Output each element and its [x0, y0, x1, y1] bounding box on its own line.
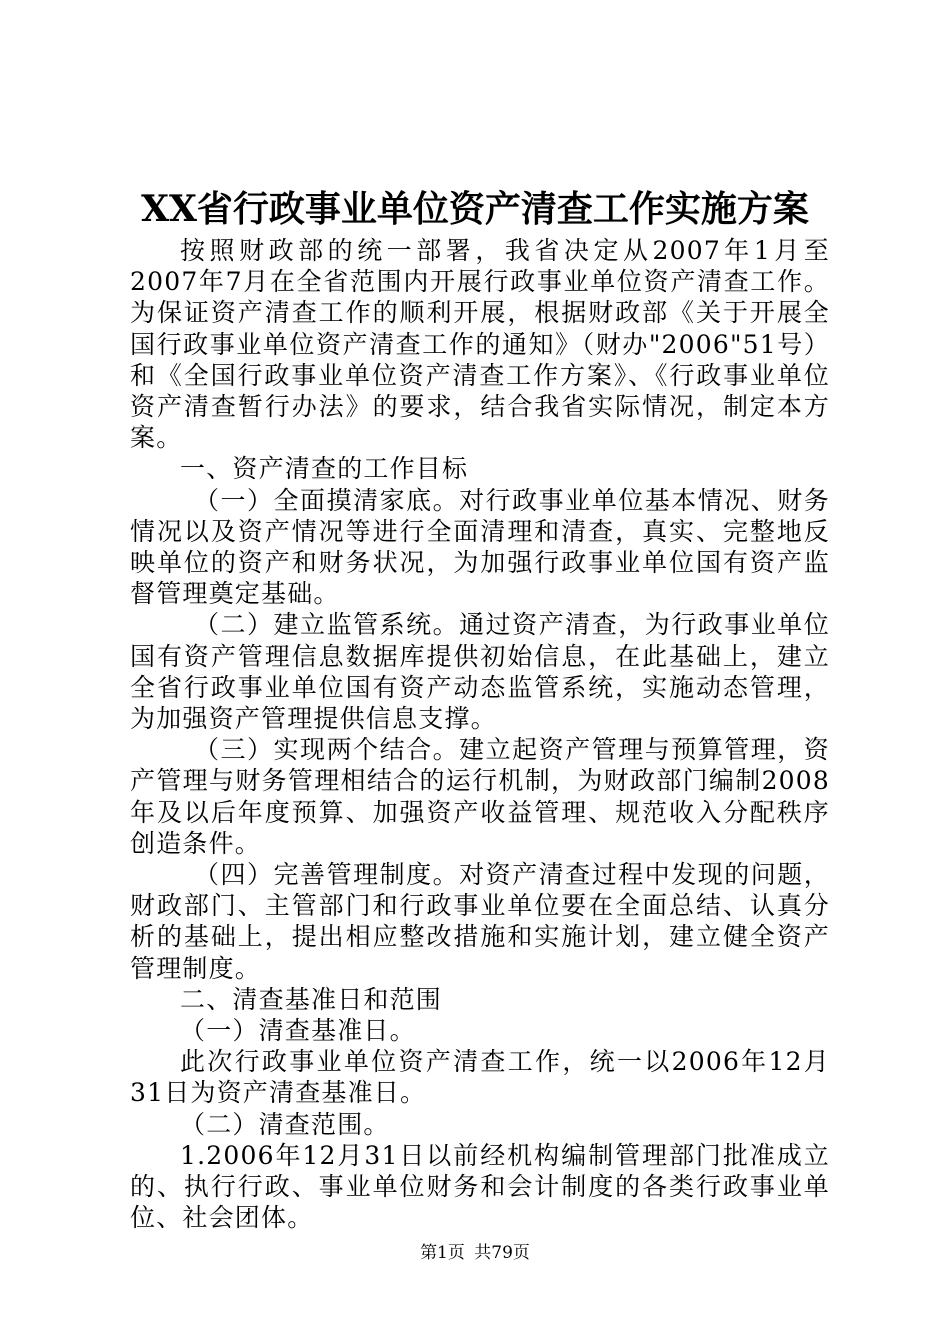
goal-paragraph-2: （二）建立监管系统。通过资产清查，为行政事业单位国有资产管理信息数据库提供初始信息，在此基础上，建立全省行政事业单位国有资产动态监管系统，实施动态管理，为加强资产管理提供信息支撑。: [130, 610, 830, 734]
goal-paragraph-3: （三）实现两个结合。建立起资产管理与预算管理，资产管理与财务管理相结合的运行机制，为财政部门编制2008年及以后年度预算、加强资产收益管理、规范收入分配秩序创造条件。: [130, 735, 830, 858]
subheading-base-date: （一）清查基准日。: [180, 1016, 416, 1046]
section-heading-goals: 一、资产清查的工作目标: [180, 454, 469, 484]
page-footer: [0, 1242, 950, 1264]
document-body: [130, 235, 830, 1234]
document-title: XX省行政事业单位资产清查工作实施方案: [141, 188, 809, 230]
scope-item-1: 1.2006年12月31日以前经机构编制管理部门批准成立的、执行行政、事业单位财务和会计制度的各类行政事业单位、社会团体。: [130, 1140, 830, 1233]
base-date-paragraph: 此次行政事业单位资产清查工作，统一以2006年12月31日为资产清查基准日。: [130, 1047, 830, 1108]
page-number: 第1页: [420, 1243, 465, 1263]
page-total: 共79页: [474, 1243, 530, 1263]
section-heading-scope: 二、清查基准日和范围: [180, 984, 443, 1014]
subheading-scope: （二）清查范围。: [180, 1109, 390, 1139]
intro-paragraph: 按照财政部的统一部署，我省决定从2007年1月至2007年7月在全省范围内开展行政事业单位资产清查工作。为保证资产清查工作的顺利开展，根据财政部《关于开展全国行政事业单位资产清查工作的通知》（财办"2006"51号）和《全国行政事业单位资产清查工作方案》、《行政事业单位资产清查暂行办法》的要求，结合我省实际情况，制定本方案。: [130, 236, 830, 453]
goal-paragraph-1: （一）全面摸清家底。对行政事业单位基本情况、财务情况以及资产情况等进行全面清理和清查，真实、完整地反映单位的资产和财务状况，为加强行政事业单位国有资产监督管理奠定基础。: [130, 485, 830, 609]
goal-paragraph-4: （四）完善管理制度。对资产清查过程中发现的问题，财政部门、主管部门和行政事业单位要在全面总结、认真分析的基础上，提出相应整改措施和实施计划，建立健全资产管理制度。: [130, 860, 830, 983]
